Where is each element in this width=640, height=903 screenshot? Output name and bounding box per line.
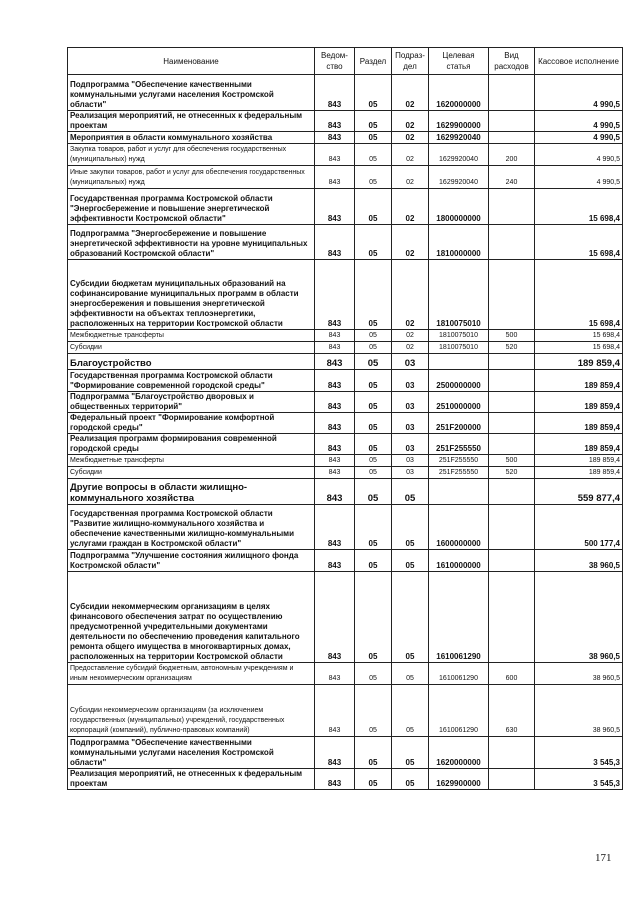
cell-razdel: 05: [355, 663, 392, 685]
table-row: [68, 737, 623, 769]
cell-ved: 843: [315, 111, 355, 132]
cell-ved: 843: [315, 479, 355, 505]
table-row: [68, 467, 623, 479]
cell-name: Мероприятия в области коммунального хозяйства: [68, 132, 315, 144]
cell-podrazdel: 05: [392, 550, 429, 572]
cell-razdel: 05: [355, 225, 392, 260]
cell-podrazdel: 02: [392, 144, 429, 166]
table-row: [68, 132, 623, 144]
cell-podrazdel: 02: [392, 342, 429, 354]
cell-target: 1629900000: [429, 769, 489, 790]
cell-podrazdel: 05: [392, 479, 429, 505]
cell-ved: 843: [315, 413, 355, 434]
cell-vid: [489, 189, 535, 225]
cell-target: 1629900000: [429, 111, 489, 132]
cell-target: 1629920040: [429, 166, 489, 189]
table-row: [68, 75, 623, 111]
cell-target: 1800000000: [429, 189, 489, 225]
cell-kassa: 15 698,4: [535, 260, 623, 330]
cell-podrazdel: 03: [392, 434, 429, 455]
cell-vid: [489, 260, 535, 330]
cell-vid: [489, 354, 535, 370]
cell-ved: 843: [315, 132, 355, 144]
cell-target: [429, 479, 489, 505]
cell-ved: 843: [315, 737, 355, 769]
cell-name: Субсидии некоммерческим организациям в целях финансового обеспечения затрат по осуществлению предусмотренной учредительными документами деятельности по обеспечению проведения капитального ремонта общего имущества в многоквартирных домах, расположенных на территории Костромской области: [68, 572, 315, 663]
cell-razdel: 05: [355, 166, 392, 189]
cell-target: 1810075010: [429, 342, 489, 354]
cell-target: 1610000000: [429, 550, 489, 572]
cell-name: Межбюджетные трансферты: [68, 455, 315, 467]
table-row: [68, 455, 623, 467]
cell-vid: [489, 111, 535, 132]
cell-name: Реализация мероприятий, не отнесенных к федеральным проектам: [68, 111, 315, 132]
cell-vid: [489, 225, 535, 260]
cell-ved: 843: [315, 260, 355, 330]
cell-name: Подпрограмма "Обеспечение качественными коммунальными услугами населения Костромской области": [68, 737, 315, 769]
header-kassa: Кассовое исполнение: [535, 48, 623, 75]
cell-podrazdel: 05: [392, 505, 429, 550]
cell-ved: 843: [315, 75, 355, 111]
cell-kassa: 15 698,4: [535, 225, 623, 260]
cell-podrazdel: 03: [392, 413, 429, 434]
cell-ved: 843: [315, 392, 355, 413]
table-row: [68, 550, 623, 572]
cell-podrazdel: 03: [392, 455, 429, 467]
header-razdel: Раздел: [355, 48, 392, 75]
table-row: [68, 225, 623, 260]
table-row: [68, 392, 623, 413]
cell-razdel: 05: [355, 737, 392, 769]
cell-razdel: 05: [355, 685, 392, 737]
cell-kassa: 3 545,3: [535, 769, 623, 790]
cell-podrazdel: 02: [392, 132, 429, 144]
header-target: Целевая статья: [429, 48, 489, 75]
cell-target: 251F255550: [429, 434, 489, 455]
cell-ved: 843: [315, 225, 355, 260]
cell-razdel: 05: [355, 260, 392, 330]
cell-razdel: 05: [355, 392, 392, 413]
cell-ved: 843: [315, 144, 355, 166]
cell-vid: [489, 737, 535, 769]
cell-razdel: 05: [355, 505, 392, 550]
cell-razdel: 05: [355, 769, 392, 790]
cell-name: Подпрограмма "Благоустройство дворовых и общественных территорий": [68, 392, 315, 413]
cell-razdel: 05: [355, 370, 392, 392]
cell-name: Субсидии бюджетам муниципальных образований на софинансирование муниципальных программ в области энергосбережения и повышения энергетической эффективности на объектах теплоэнергетики, расположенных на территории Костромской области: [68, 260, 315, 330]
cell-kassa: 4 990,5: [535, 75, 623, 111]
cell-ved: 843: [315, 354, 355, 370]
table-row: [68, 354, 623, 370]
page-number: 171: [595, 852, 612, 864]
cell-podrazdel: 05: [392, 737, 429, 769]
cell-name: Другие вопросы в области жилищно-коммунального хозяйства: [68, 479, 315, 505]
cell-target: 251F200000: [429, 413, 489, 434]
table-row: [68, 330, 623, 342]
cell-name: Государственная программа Костромской области "Энергосбережение и повышение энергетической эффективности Костромской области": [68, 189, 315, 225]
cell-kassa: 4 990,5: [535, 111, 623, 132]
cell-name: Государственная программа Костромской области "Развитие жилищно-коммунального хозяйства и обеспечение качественными жилищно-коммунальными услугами граждан в Костромской области": [68, 505, 315, 550]
cell-ved: 843: [315, 505, 355, 550]
cell-name: Субсидии некоммерческим организациям (за исключением государственных (муниципальных) учреждений, государственных корпораций (компаний), публично-правовых компаний): [68, 685, 315, 737]
cell-name: Закупка товаров, работ и услуг для обеспечения государственных (муниципальных) нужд: [68, 144, 315, 166]
cell-target: 2510000000: [429, 392, 489, 413]
cell-name: Иные закупки товаров, работ и услуг для обеспечения государственных (муниципальных) нужд: [68, 166, 315, 189]
cell-name: Подпрограмма "Энергосбережение и повышение энергетической эффективности на уровне муниципальных образований Костромской области": [68, 225, 315, 260]
table-row: [68, 769, 623, 790]
cell-podrazdel: 05: [392, 769, 429, 790]
cell-target: 1810075010: [429, 260, 489, 330]
cell-razdel: 05: [355, 550, 392, 572]
cell-target: 1629920040: [429, 132, 489, 144]
cell-ved: 843: [315, 572, 355, 663]
cell-razdel: 05: [355, 354, 392, 370]
cell-vid: [489, 769, 535, 790]
cell-razdel: 05: [355, 132, 392, 144]
cell-ved: 843: [315, 550, 355, 572]
cell-podrazdel: 02: [392, 189, 429, 225]
cell-kassa: 189 859,4: [535, 370, 623, 392]
cell-razdel: 05: [355, 330, 392, 342]
cell-name: Субсидии: [68, 342, 315, 354]
cell-podrazdel: 02: [392, 75, 429, 111]
cell-kassa: 559 877,4: [535, 479, 623, 505]
table-row: [68, 189, 623, 225]
cell-name: Реализация мероприятий, не отнесенных к федеральным проектам: [68, 769, 315, 790]
cell-razdel: 05: [355, 189, 392, 225]
cell-kassa: 15 698,4: [535, 189, 623, 225]
cell-vid: 600: [489, 663, 535, 685]
cell-kassa: 189 859,4: [535, 467, 623, 479]
cell-name: Подпрограмма "Обеспечение качественными коммунальными услугами населения Костромской области": [68, 75, 315, 111]
cell-kassa: 500 177,4: [535, 505, 623, 550]
table-row: [68, 572, 623, 663]
cell-ved: 843: [315, 370, 355, 392]
cell-target: 251F255550: [429, 455, 489, 467]
header-vid: Вид расходов: [489, 48, 535, 75]
cell-vid: 200: [489, 144, 535, 166]
cell-name: Благоустройство: [68, 354, 315, 370]
cell-vid: [489, 413, 535, 434]
cell-kassa: 189 859,4: [535, 455, 623, 467]
cell-kassa: 4 990,5: [535, 144, 623, 166]
budget-table: [67, 47, 623, 790]
table-row: [68, 663, 623, 685]
cell-podrazdel: 05: [392, 572, 429, 663]
cell-name: Предоставление субсидий бюджетным, автономным учреждениям и иным некоммерческим организациям: [68, 663, 315, 685]
cell-target: 1810075010: [429, 330, 489, 342]
cell-podrazdel: 02: [392, 111, 429, 132]
table-row: [68, 505, 623, 550]
cell-name: Государственная программа Костромской области "Формирование современной городской среды": [68, 370, 315, 392]
table-row: [68, 260, 623, 330]
cell-kassa: 3 545,3: [535, 737, 623, 769]
cell-razdel: 05: [355, 75, 392, 111]
cell-ved: 843: [315, 455, 355, 467]
cell-vid: [489, 132, 535, 144]
cell-kassa: 189 859,4: [535, 413, 623, 434]
table-row: [68, 111, 623, 132]
table-row: [68, 434, 623, 455]
cell-ved: 843: [315, 467, 355, 479]
cell-vid: [489, 550, 535, 572]
cell-vid: [489, 75, 535, 111]
cell-kassa: 38 960,5: [535, 663, 623, 685]
cell-target: 1610061290: [429, 572, 489, 663]
cell-razdel: 05: [355, 467, 392, 479]
table-row: [68, 370, 623, 392]
cell-razdel: 05: [355, 479, 392, 505]
table-row: [68, 166, 623, 189]
cell-name: Подпрограмма "Улучшение состояния жилищного фонда Костромской области": [68, 550, 315, 572]
cell-vid: [489, 434, 535, 455]
cell-razdel: 05: [355, 572, 392, 663]
cell-podrazdel: 03: [392, 392, 429, 413]
cell-podrazdel: 02: [392, 260, 429, 330]
cell-target: 1810000000: [429, 225, 489, 260]
cell-vid: 520: [489, 342, 535, 354]
cell-target: 1610061290: [429, 663, 489, 685]
cell-vid: [489, 479, 535, 505]
cell-vid: [489, 505, 535, 550]
cell-vid: [489, 572, 535, 663]
cell-vid: [489, 392, 535, 413]
cell-kassa: 4 990,5: [535, 132, 623, 144]
cell-ved: 843: [315, 769, 355, 790]
header-ved: Ведом-ство: [315, 48, 355, 75]
cell-target: 1600000000: [429, 505, 489, 550]
cell-podrazdel: 02: [392, 225, 429, 260]
cell-vid: 630: [489, 685, 535, 737]
cell-razdel: 05: [355, 413, 392, 434]
table-row: [68, 144, 623, 166]
cell-podrazdel: 03: [392, 354, 429, 370]
cell-podrazdel: 05: [392, 685, 429, 737]
cell-ved: 843: [315, 685, 355, 737]
cell-vid: 500: [489, 330, 535, 342]
cell-podrazdel: 03: [392, 467, 429, 479]
cell-ved: 843: [315, 330, 355, 342]
cell-razdel: 05: [355, 111, 392, 132]
cell-kassa: 15 698,4: [535, 330, 623, 342]
cell-vid: 520: [489, 467, 535, 479]
cell-name: Субсидии: [68, 467, 315, 479]
cell-name: Федеральный проект "Формирование комфортной городской среды": [68, 413, 315, 434]
cell-podrazdel: 02: [392, 330, 429, 342]
cell-target: 1620000000: [429, 737, 489, 769]
cell-vid: [489, 370, 535, 392]
cell-kassa: 189 859,4: [535, 434, 623, 455]
cell-razdel: 05: [355, 434, 392, 455]
cell-ved: 843: [315, 189, 355, 225]
header-name: Наименование: [68, 48, 315, 75]
cell-ved: 843: [315, 342, 355, 354]
cell-target: [429, 354, 489, 370]
cell-kassa: 38 960,5: [535, 685, 623, 737]
cell-target: 2500000000: [429, 370, 489, 392]
table-row: [68, 685, 623, 737]
table-row: [68, 413, 623, 434]
table-header-row: [68, 48, 623, 75]
cell-target: 1629920040: [429, 144, 489, 166]
cell-kassa: 189 859,4: [535, 392, 623, 413]
cell-vid: 500: [489, 455, 535, 467]
cell-razdel: 05: [355, 144, 392, 166]
cell-name: Реализация программ формирования современной городской среды: [68, 434, 315, 455]
cell-ved: 843: [315, 166, 355, 189]
cell-razdel: 05: [355, 342, 392, 354]
cell-podrazdel: 02: [392, 166, 429, 189]
cell-kassa: 189 859,4: [535, 354, 623, 370]
table-row: [68, 342, 623, 354]
cell-kassa: 38 960,5: [535, 550, 623, 572]
cell-podrazdel: 05: [392, 663, 429, 685]
cell-kassa: 38 960,5: [535, 572, 623, 663]
cell-kassa: 15 698,4: [535, 342, 623, 354]
cell-kassa: 4 990,5: [535, 166, 623, 189]
cell-target: 1620000000: [429, 75, 489, 111]
cell-ved: 843: [315, 434, 355, 455]
cell-target: 251F255550: [429, 467, 489, 479]
cell-name: Межбюджетные трансферты: [68, 330, 315, 342]
cell-razdel: 05: [355, 455, 392, 467]
cell-podrazdel: 03: [392, 370, 429, 392]
header-podrazdel: Подраз-дел: [392, 48, 429, 75]
cell-target: 1610061290: [429, 685, 489, 737]
table-row: [68, 479, 623, 505]
cell-vid: 240: [489, 166, 535, 189]
cell-ved: 843: [315, 663, 355, 685]
